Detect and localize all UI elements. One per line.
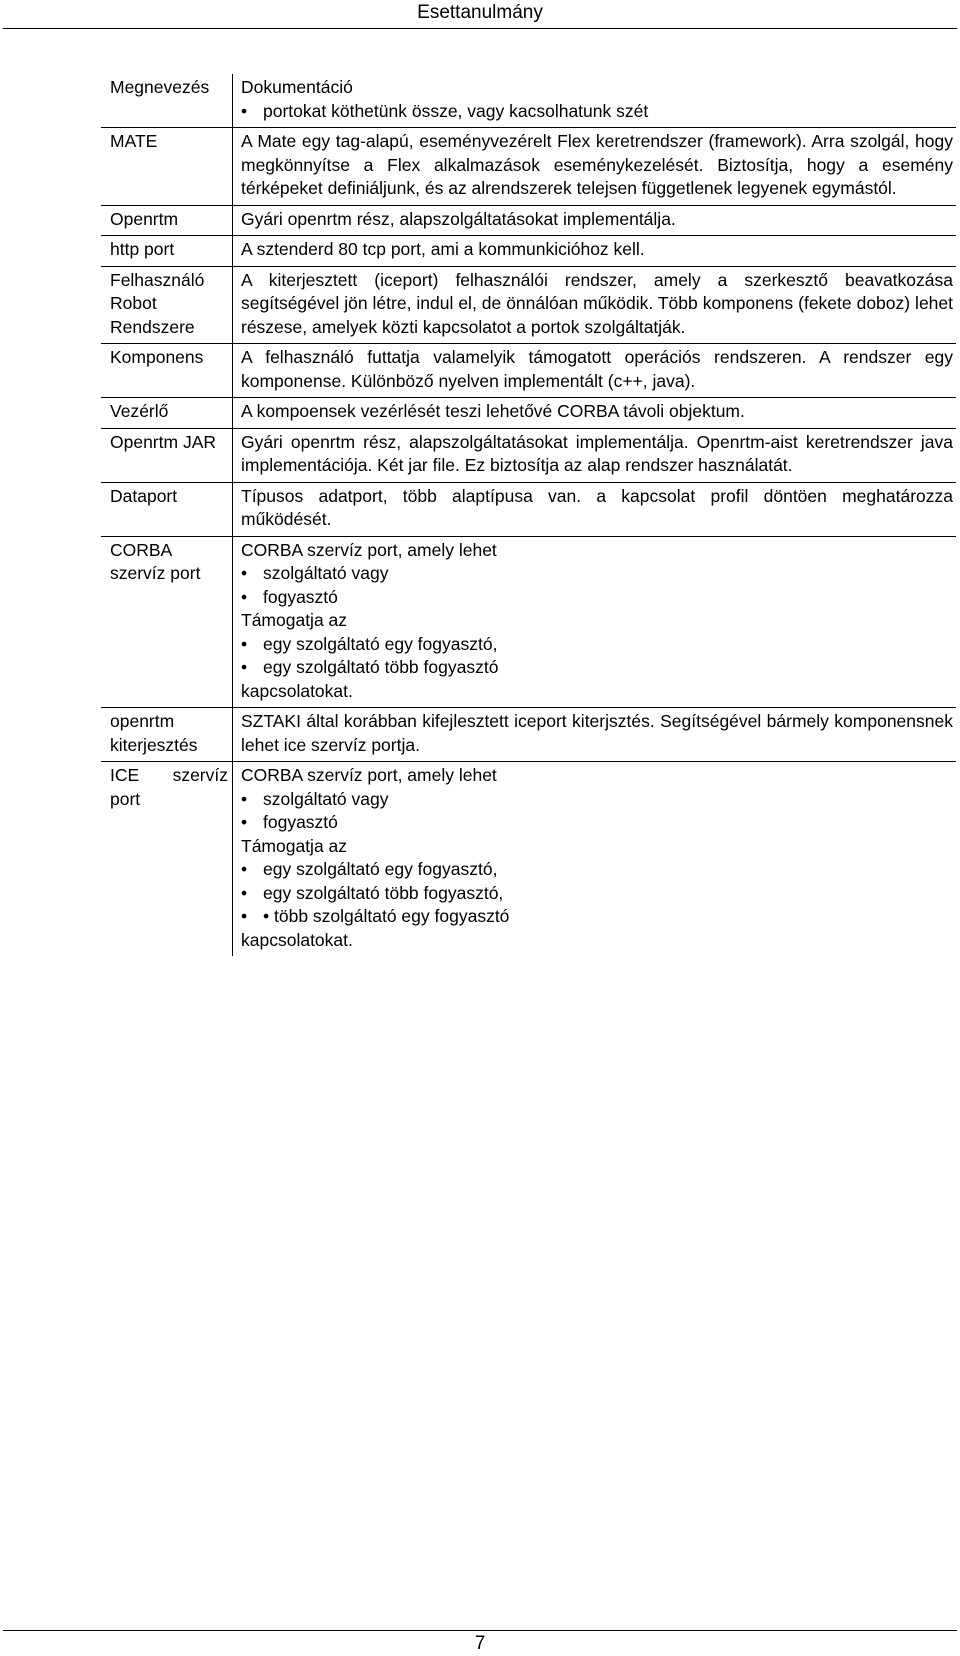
table-row-openrtm-extension (101, 708, 956, 762)
row-name (101, 708, 233, 761)
doc-outro: kapcsolatokat. (241, 680, 353, 701)
row-doc: Gyári openrtm rész, alapszolgáltatásokat implementálja. (241, 208, 676, 229)
column-header-name: Megnevezés (101, 74, 233, 127)
doc-support: Támogatja az (241, 835, 348, 856)
doc-bullet: • szolgáltató vagy (241, 788, 953, 812)
page-header: Esettanulmány (417, 2, 543, 23)
header-rule (3, 28, 957, 29)
row-name-word: ICE (110, 765, 140, 785)
row-name-line: Felhasználó (110, 269, 205, 290)
row-name: Komponens (101, 344, 233, 397)
doc-bullet: • egy szolgáltató több fogyasztó, (241, 882, 953, 906)
row-name-line: szervíz port (110, 563, 201, 583)
table-row-felhasznalo-robot-rendszere (101, 267, 956, 345)
table-row-ice-service-port (101, 762, 956, 956)
row-name-word: szervíz (172, 765, 228, 785)
table-row-dataport (101, 483, 956, 537)
doc-support: Támogatja az (241, 610, 348, 630)
doc-intro: CORBA szervíz port, amely lehet (241, 765, 497, 785)
row-name-line (110, 764, 228, 788)
doc-bullet: • fogyasztó (241, 811, 953, 835)
row-name-line: port (110, 788, 141, 809)
row-doc (233, 762, 956, 956)
row-name (101, 762, 233, 956)
row-name: Openrtm JAR (101, 429, 233, 482)
row-name: Dataport (101, 483, 233, 536)
doc-bullet: • egy szolgáltató egy fogyasztó, (241, 858, 953, 882)
doc-outro: kapcsolatokat. (241, 929, 353, 950)
row-doc: Típusos adatport, több alaptípusa van. a kapcsolat profil döntöen meghatározza működését. (241, 485, 953, 529)
row-doc: A Mate egy tag-alapú, eseményvezérelt Flex keretrendszer (framework). Arra szolgál, hogy megkönnyítse a Flex alkalmazások eseménykezelését. Biztosítja, hogy a esemény térképeket definiáljunk, és az alrendszerek telejsen függetlenek legyenek egymástól. (241, 131, 953, 198)
doc-bullet: • fogyasztó (241, 586, 953, 610)
row-doc: A kompoensek vezérlését teszi lehetővé CORBA távoli objektum. (241, 401, 745, 421)
doc-bullet: • • több szolgáltató egy fogyasztó (241, 905, 953, 929)
doc-bullet: • egy szolgáltató egy fogyasztó, (241, 633, 953, 657)
row-name (101, 267, 233, 344)
row-name: MATE (101, 128, 233, 205)
table-row-openrtm-jar (101, 429, 956, 483)
column-header-doc (233, 74, 956, 127)
footer-rule (3, 1630, 957, 1631)
row-name-line: CORBA (110, 539, 173, 560)
table-row-vezerlo (101, 398, 956, 429)
row-name (101, 537, 233, 708)
row-name-line: kiterjesztés (110, 734, 198, 755)
table-row-komponens (101, 344, 956, 398)
row-doc (233, 537, 956, 708)
row-doc: A felhasználó futtatja valamelyik támogatott operációs rendszeren. A rendszer egy komponense. Különböző nyelven implementált (c++, java). (241, 347, 953, 391)
row-name-line: openrtm (110, 711, 175, 731)
row-name: http port (101, 236, 233, 266)
documentation-table (101, 74, 956, 956)
table-row-openrtm (101, 206, 956, 237)
column-header-doc-label: Dokumentáció (241, 77, 353, 97)
table-row-corba-service-port (101, 537, 956, 709)
row-name-line: Rendszere (110, 316, 195, 337)
row-doc: A kiterjesztett (iceport) felhasználói rendszer, amely a szerkesztő beavatkozása segítségével jön létre, indul el, de önnálóan működik. Több komponens (fekete doboz) lehet részese, amelyek közti kapcsolatot a portok szolgáltatják. (241, 269, 953, 337)
continuation-bullet: • portokat köthetünk össze, vagy kacsolhatunk szét (241, 100, 953, 124)
row-doc: A sztenderd 80 tcp port, ami a kommunkicióhoz kell. (241, 239, 645, 259)
doc-intro: CORBA szervíz port, amely lehet (241, 539, 497, 560)
row-name-line: Robot (110, 293, 157, 313)
table-row-http-port (101, 236, 956, 267)
doc-bullet: • szolgáltató vagy (241, 562, 953, 586)
table-header-row (101, 74, 956, 128)
page-number: 7 (474, 1633, 486, 1654)
row-name: Vezérlő (101, 398, 233, 428)
doc-bullet: • egy szolgáltató több fogyasztó (241, 656, 953, 680)
row-doc: SZTAKI által korábban kifejlesztett iceport kiterjsztés. Segítségével bármely komponensnek lehet ice szervíz portja. (241, 711, 953, 755)
table-row-mate (101, 128, 956, 206)
row-name: Openrtm (101, 206, 233, 236)
row-doc: Gyári openrtm rész, alapszolgáltatásokat implementálja. Openrtm-aist keretrendszer java implementációja. Két jar file. Ez biztosítja az alap rendszer használatát. (241, 431, 953, 475)
